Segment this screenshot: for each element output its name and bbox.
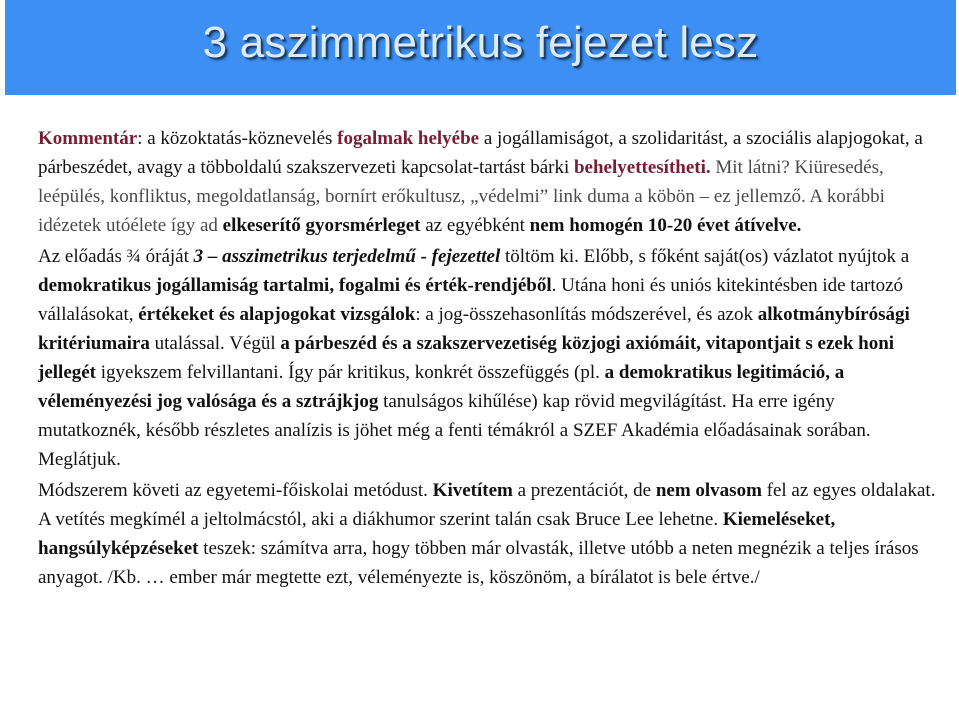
title-banner [5, 0, 956, 95]
paragraph-structure: Az előadás ¾ óráját 3 – asszimetrikus terjedelmű - fejezettel töltöm ki. Előbb, s főként saját(os) vázlatot nyújtok a demokratikus jogállamiság tartalmi, fogalmi és érték-rendjéből. Utána honi és uniós kitekintésben ide tartozó vállalásokat, értékeket és alapjogokat vizsgálok: a jog-összehasonlítás módszerével, és azok alkotmánybírósági kritériumaira utalással. Végül a párbeszéd és a szakszervezetiség közjogi axiómáit, vitapontjait s ezek honi jellegét igyekszem felvillantani. Így pár kritikus, konkrét összefüggés (pl. a demokratikus legitimáció, a véleményezési jog valósága és a sztrájkjog tanulságos kihűlése) kap rövid megvilágítást. Ha erre igény mutatkoznék, később részletes analízis is jöhet még a fenti témákról a SZEF Akadémia előadásainak sorában. Meglátjuk. [38, 246, 910, 470]
slide-title: 3 aszimmetrikus fejezet lesz [202, 18, 759, 67]
paragraph-commentary: Kommentár: a közoktatás-köznevelés fogalmak helyébe a jogállamiságot, a szolidaritást, a szociális alapjogokat, a párbeszédet, avagy a többoldalú szakszervezeti kapcsolat-tartást bárki behelyettesítheti. Mit látni? Kiüresedés, leépülés, konfliktus, megoldatlanság, bornírt erőkultusz, „védelmi” link duma a köbön – ez jellemző. A korábbi idézetek utóélete így ad elkeserítő gyorsmérleget az egyébként nem homogén 10-20 évet átívelve. [38, 128, 923, 236]
slide-body [38, 124, 938, 592]
paragraph-method: Módszerem követi az egyetemi-főiskolai metódust. Kivetítem a prezentációt, de nem olvasom fel az egyes oldalakat. A vetítés megkímél a jeltolmácstól, aki a diákhumor szerint talán csak Bruce Lee lehetne. Kiemeléseket, hangsúlyképzéseket teszek: számítva arra, hogy többen már olvasták, illetve utóbb a neten megnézik a teljes írásos anyagot. /Kb. … ember már megtette ezt, véleményezte is, köszönöm, a bírálatot is bele értve./ [38, 480, 936, 588]
